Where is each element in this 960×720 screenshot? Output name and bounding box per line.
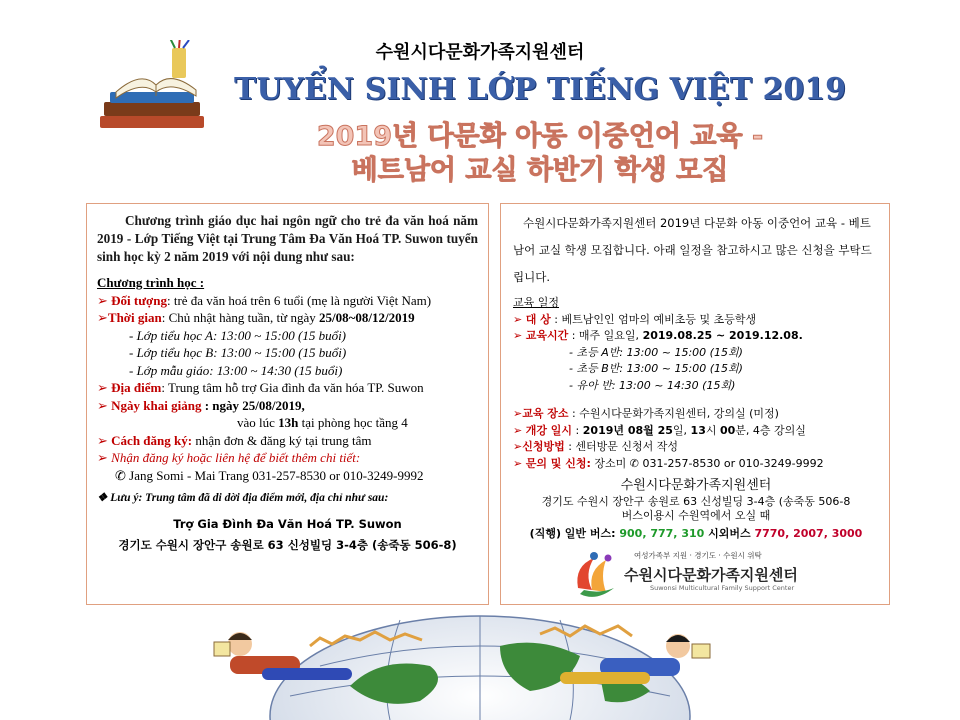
opening-line-ko: ➢ 개강 일시 : 2019년 08월 25일, 13시 00분, 4층 강의실 [513, 423, 806, 437]
logo-text-korean: 수원시다문화가족지원센터 [624, 566, 798, 584]
time-line: ➢Thời gian: Chủ nhật hàng tuần, từ ngày 25/08~08/12/2019 [97, 310, 415, 325]
intro-paragraph: Chương trình giáo dục hai ngôn ngữ cho trẻ đa văn hoá năm 2019 - Lớp Tiếng Việt tại Trung Tâm Đa Văn Hoá TP. Suwon tuyển sinh học kỳ 2 năm 2019 với nội dung như sau: [97, 213, 478, 264]
class-b-line: - Lớp tiểu học B: 13:00 ~ 15:00 (15 buổi) [129, 345, 347, 360]
note-line: ❖ Lưu ý: Trung tâm đã di dời địa điểm mới, địa chỉ như sau: [97, 492, 389, 504]
family-logo-icon [570, 548, 620, 604]
contact-line: ✆ Jang Somi - Mai Trang 031-257-8530 or 010-3249-9992 [115, 467, 424, 483]
logo-text-english: Suwonsi Multicultural Family Support Center [650, 584, 795, 592]
center-logo [570, 548, 860, 604]
title-vietnamese: TUYỂN SINH LỚP TIẾNG VIỆT 2019 [234, 72, 846, 107]
place-line-ko: ➢교육 장소 : 수원시다문화가족지원센터, 강의실 (미정) [513, 407, 779, 420]
globe-kids-illustration [200, 606, 760, 720]
logo-sponsors: 여성가족부 지원 · 경기도 · 수원시 위탁 [634, 551, 762, 560]
schedule-heading: 교육 일정 [513, 296, 560, 309]
class-k-line: - Lớp mẫu giáo: 13:00 ~ 14:30 (15 buổi) [129, 362, 343, 378]
center-title: 수원시다문화가족지원센터 [620, 478, 772, 493]
arrow-icon: ➢ [97, 432, 112, 448]
vietnamese-info-box [86, 203, 489, 605]
arrow-icon: ➢ [513, 423, 526, 437]
organization-name: 수원시다문화가족지원센터 [375, 42, 585, 63]
center-address: 경기도 수원시 장안구 송원로 63 신성빌딩 3-4층 (송죽동 506-8 [541, 494, 851, 508]
arrow-icon: ➢ [97, 380, 112, 395]
arrow-icon: ➢ [513, 329, 526, 342]
intro-paragraph-ko: 수원시다문화가족지원센터 2019년 다문화 아동 이중언어 교육 - 베트남어 교실 학생 모집합니다. 아래 일정을 참고하시고 많은 신청을 부탁드립니다. [513, 216, 872, 284]
program-heading: Chương trình học : [97, 275, 205, 290]
class-a-ko: - 초등 A반: 13:00 ~ 15:00 (15회) [569, 345, 743, 359]
opening-line: ➢ Ngày khai giảng : ngày 25/08/2019, [97, 397, 305, 413]
contact-heading-line: ➢ Nhận đăng ký hoặc liên hệ để biết thêm chi tiết: [97, 450, 361, 465]
arrow-icon: ➢ [513, 440, 523, 453]
korean-info-box [500, 203, 890, 605]
subject-line: ➢ Đối tượng: trẻ đa văn hoá trên 6 tuổi (mẹ là người Việt Nam) [97, 292, 432, 308]
arrow-icon: ➢ [97, 397, 112, 413]
target-line: ➢ 대 상 : 베트남인인 엄마의 예비초등 및 초등학생 [513, 312, 757, 326]
arrow-icon: ➢ [97, 292, 112, 308]
address-korean: 경기도 수원시 장안구 송원로 63 신성빌딩 3-4층 (송죽동 506-8) [118, 538, 457, 552]
place-line: ➢ Địa điểm: Trung tâm hỗ trợ Gia đình đa văn hóa TP. Suwon [97, 380, 424, 395]
bus-intro: 버스이용시 수원역에서 오실 때 [621, 508, 771, 522]
arrow-icon: ➢ [513, 456, 526, 470]
register-line: ➢ Cách đăng ký: nhận đơn & đăng ký tại trung tâm [97, 432, 372, 448]
address-title: Trợ Gia Đình Đa Văn Hoá TP. Suwon [173, 516, 402, 531]
class-k-ko: - 유아 반: 13:00 ~ 14:30 (15회) [569, 378, 736, 392]
class-b-ko: - 초등 B반: 13:00 ~ 15:00 (15회) [569, 362, 743, 375]
bus-line: (직행) 일반 버스: 900, 777, 310 시외버스 7770, 2007, 3000 [529, 526, 863, 540]
edu-time-line: ➢ 교육시간 : 매주 일요일, 2019.08.25 ~ 2019.12.08. [513, 329, 803, 342]
phone-icon: ✆ [115, 467, 130, 483]
title-korean-line-2: 베트남어 교실 하반기 학생 모집 [351, 155, 729, 186]
arrow-icon: ➢ [97, 450, 112, 465]
method-line-ko: ➢신청방법 : 센터방문 신청서 작성 [513, 440, 679, 453]
opening-time-line: vào lúc 13h tại phòng học tầng 4 [237, 415, 408, 430]
diamond-bullet-icon: ❖ [97, 492, 111, 504]
title-korean-line-1: 2019년 다문화 아동 이중언어 교육 - [316, 121, 764, 152]
class-a-line: - Lớp tiểu học A: 13:00 ~ 15:00 (15 buổi) [129, 327, 347, 343]
arrow-icon: ➢ [513, 312, 526, 326]
inquiry-line-ko: ➢ 문의 및 신청: 장소미 ✆ 031-257-8530 or 010-3249-9992 [513, 456, 824, 470]
arrow-icon: ➢ [513, 407, 523, 420]
arrow-icon: ➢ [97, 310, 108, 325]
